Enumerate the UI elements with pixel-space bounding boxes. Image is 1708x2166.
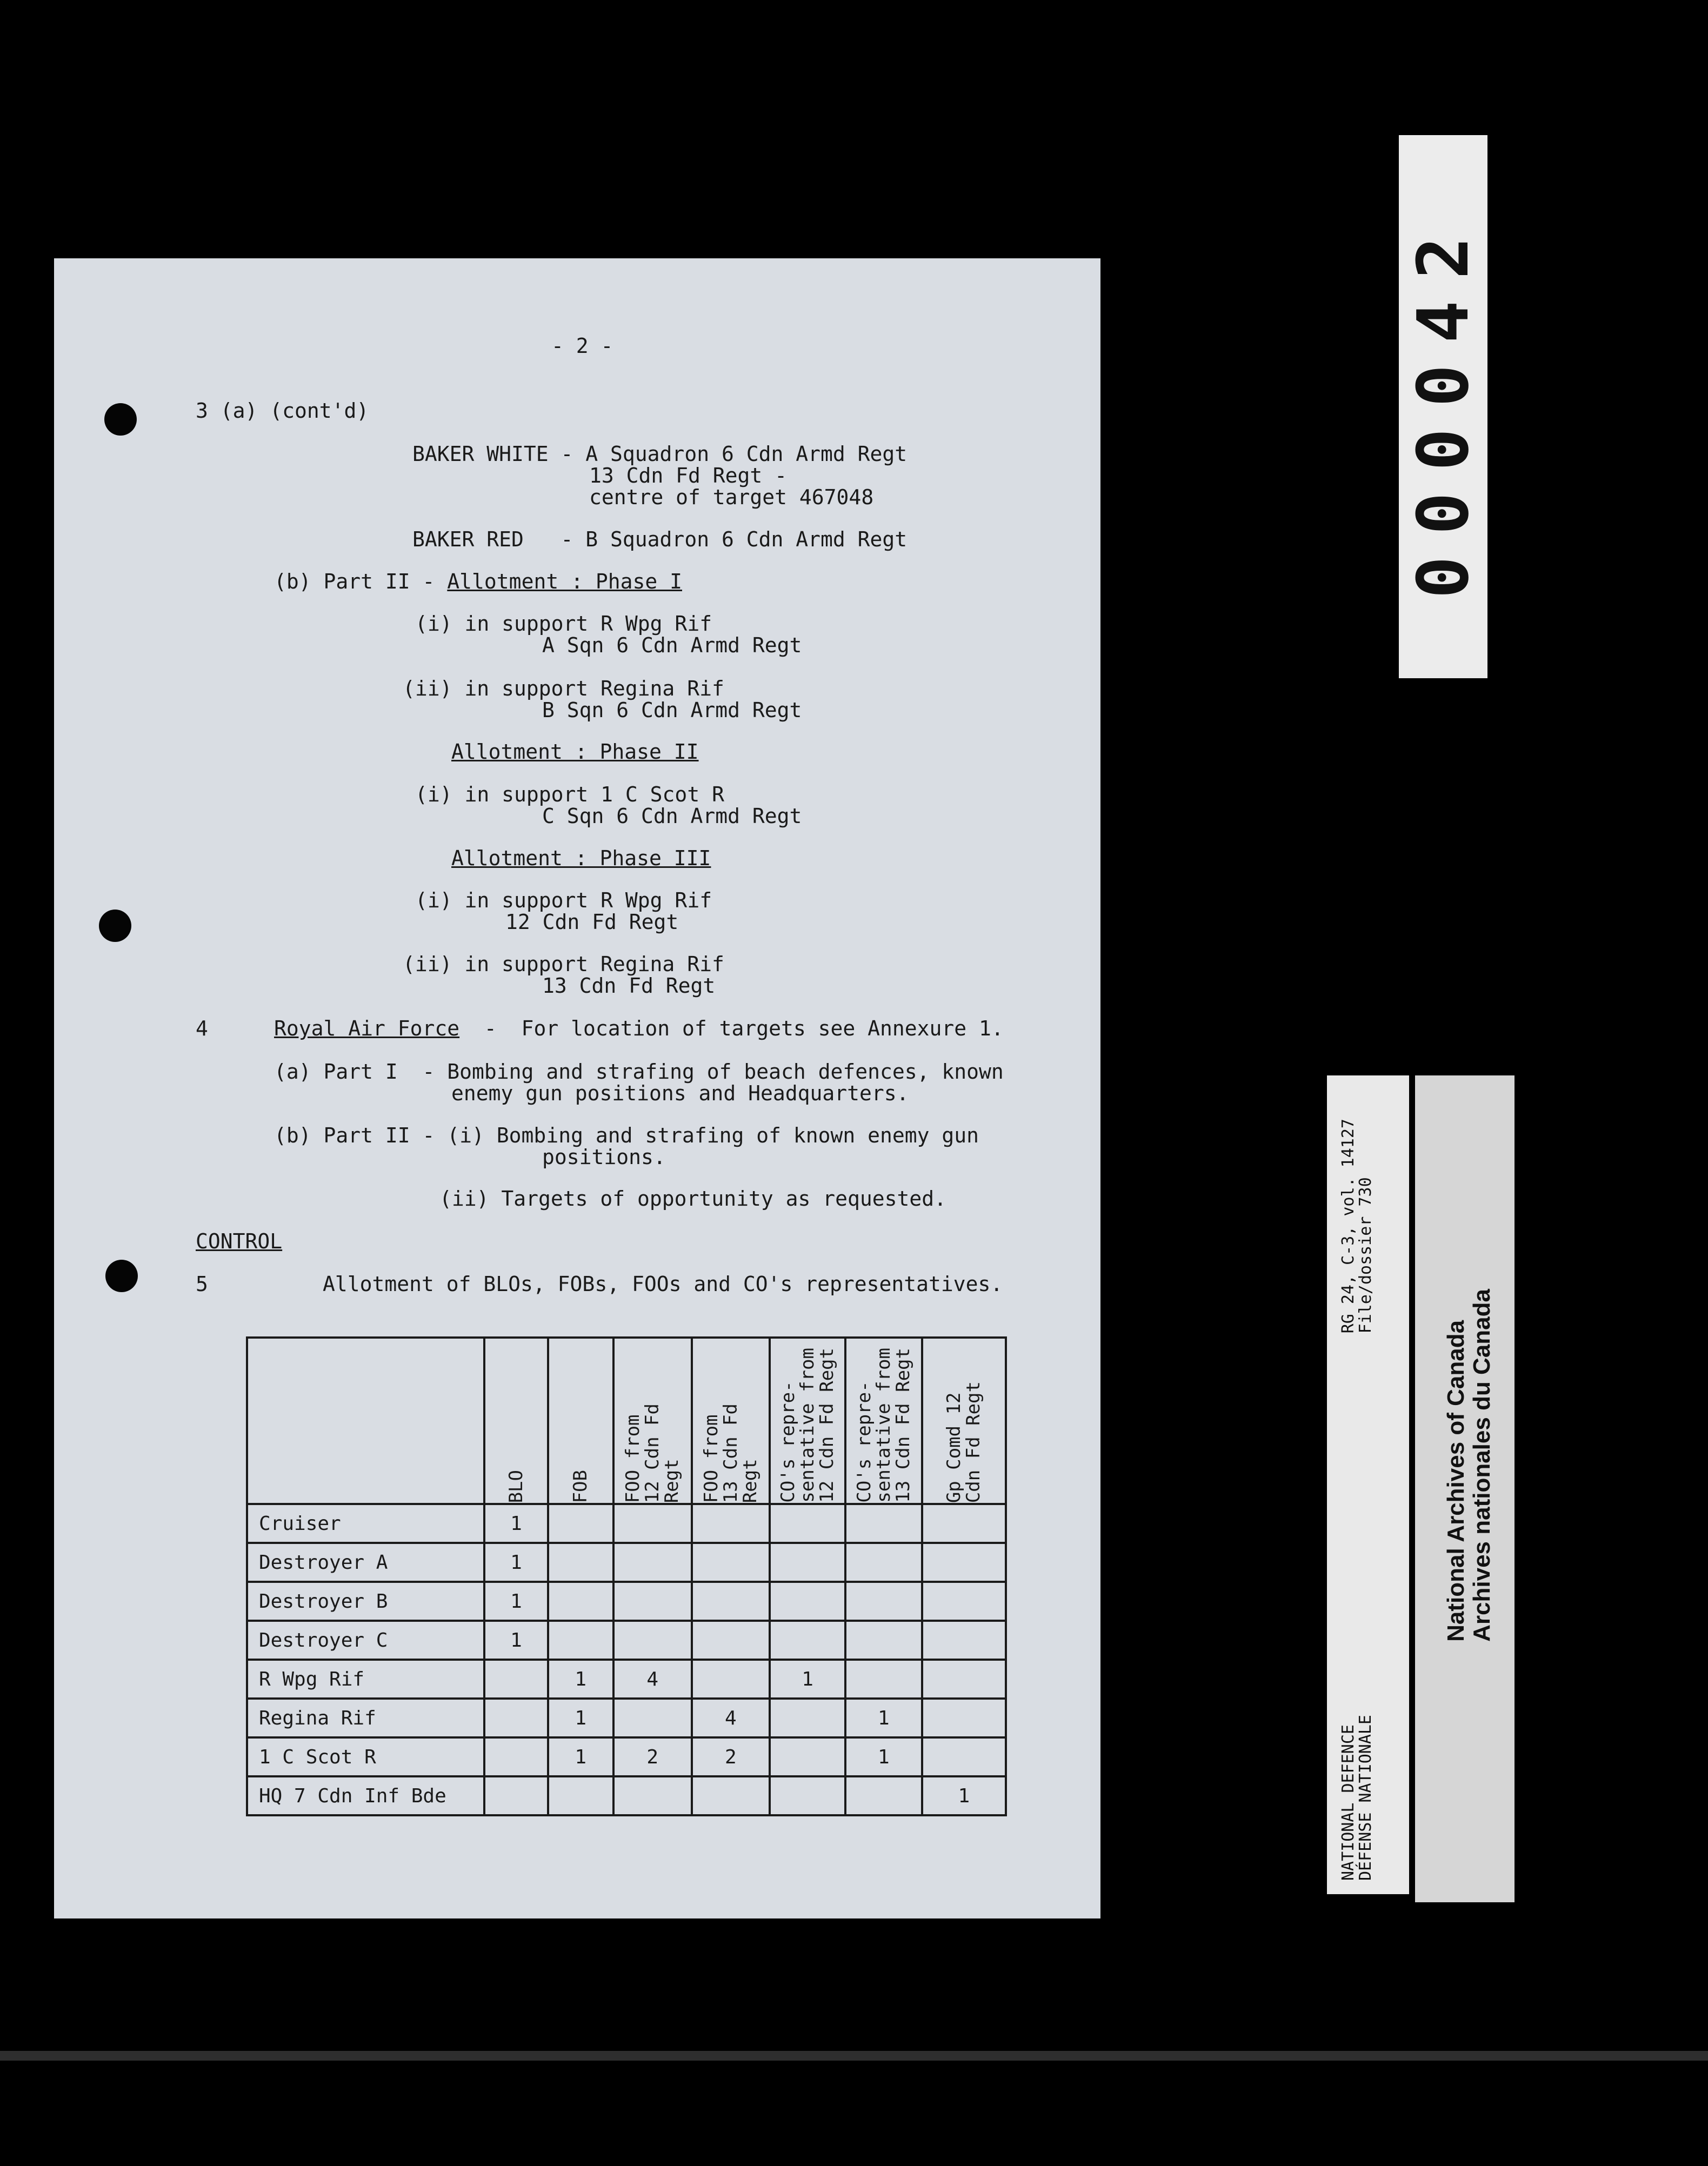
phase-ii-item-1: (i) in support 1 C Scot R [415,783,724,806]
part-ii-label: (b) Part II - [274,570,448,593]
row-label: HQ 7 Cdn Inf Bde [247,1776,484,1815]
table-cell: 4 [692,1699,770,1737]
punch-hole-top [104,403,137,436]
table-cell [770,1504,845,1543]
table-cell [922,1582,1006,1621]
table-row [247,1737,1006,1776]
table-cell [770,1543,845,1582]
table-cell: 1 [484,1543,548,1582]
row-label: Destroyer B [247,1582,484,1621]
raf-part-ii-line: (b) Part II - (i) Bombing and strafing of known enemy gun [274,1124,979,1147]
baker-white-line-3: centre of target 467048 [589,485,874,509]
baker-white-line: BAKER WHITE - A Squadron 6 Cdn Armd Regt [412,442,908,466]
table-cell [484,1660,548,1699]
defence-label-name [1340,1715,1375,1881]
table-cell [770,1776,845,1815]
archives-label-line-2: Archives nationales du Canada [1469,1289,1495,1642]
archives-label [1415,1075,1514,1902]
punch-hole-bottom [105,1260,138,1292]
table-cell: 1 [484,1621,548,1660]
table-cell: 1 [548,1737,613,1776]
section-5-text: Allotment of BLOs, FOBs, FOOs and CO's representatives. [323,1272,1003,1296]
defence-label-ref-1: RG 24, C-3, vol. 14127 [1339,1119,1358,1334]
defence-label [1327,1075,1409,1894]
table-row [247,1504,1006,1543]
table-cell [548,1621,613,1660]
table-cell [548,1776,613,1815]
table-cell: 1 [922,1776,1006,1815]
table-cell: 2 [613,1737,692,1776]
table-cell [692,1504,770,1543]
section-3a-heading: 3 (a) (cont'd) [196,399,369,423]
section-4-number: 4 [196,1017,208,1040]
part-ii-line [274,571,682,592]
table-cell [692,1582,770,1621]
defence-label-reference [1340,1119,1375,1333]
table-cell [548,1543,613,1582]
table-cell [613,1582,692,1621]
row-label: R Wpg Rif [247,1660,484,1699]
table-row [247,1776,1006,1815]
column-header: CO's repre- sentative from 12 Cdn Fd Regt [770,1338,845,1504]
table-cell: 1 [484,1582,548,1621]
baker-red-line: BAKER RED - B Squadron 6 Cdn Armd Regt [412,527,908,551]
row-label: Destroyer A [247,1543,484,1582]
phase-i-item-2: (ii) in support Regina Rif [403,677,724,700]
table-cell [692,1660,770,1699]
phase-iii-item-2: (ii) in support Regina Rif [403,952,724,976]
table-cell [845,1582,922,1621]
table-cell [845,1504,922,1543]
phase-i-item-1-unit: A Sqn 6 Cdn Armd Regt [542,633,802,657]
film-edge-strip [0,2051,1708,2061]
section-4-text: - For location of targets see Annexure 1. [459,1017,1004,1040]
table-row [247,1543,1006,1582]
defence-label-line-2: DÉFENSE NATIONALE [1356,1714,1375,1881]
table-cell [770,1737,845,1776]
row-label: Destroyer C [247,1621,484,1660]
raf-part-ii-line-2: positions. [542,1145,666,1169]
table-cell [548,1504,613,1543]
table-cell [922,1543,1006,1582]
table-cell: 1 [548,1699,613,1737]
table-cell [484,1776,548,1815]
royal-air-force-heading: Royal Air Force [274,1017,460,1040]
table-cell: 1 [484,1504,548,1543]
raf-part-i-line: (a) Part I - Bombing and strafing of beach defences, known [274,1060,1004,1084]
phase-iii-heading: Allotment : Phase III [451,846,711,870]
defence-label-line-1: NATIONAL DEFENCE [1339,1724,1358,1881]
table-cell [613,1776,692,1815]
archives-label-line-1: National Archives of Canada [1443,1320,1469,1642]
table-cell [484,1737,548,1776]
phase-i-item-2-unit: B Sqn 6 Cdn Armd Regt [542,698,802,722]
table-cell [922,1699,1006,1737]
table-cell [692,1543,770,1582]
table-corner-cell [247,1338,484,1504]
table-cell [922,1504,1006,1543]
column-header: CO's repre- sentative from 13 Cdn Fd Regt [845,1338,922,1504]
table-cell [922,1737,1006,1776]
table-cell: 1 [845,1737,922,1776]
allotment-table [246,1336,1007,1816]
table-cell [845,1660,922,1699]
raf-part-ii-item-2: (ii) Targets of opportunity as requested. [439,1187,946,1211]
table-cell [845,1543,922,1582]
table-cell [845,1776,922,1815]
row-label: Regina Rif [247,1699,484,1737]
column-header: FOB [548,1338,613,1504]
row-label: Cruiser [247,1504,484,1543]
control-heading: CONTROL [196,1229,283,1253]
table-cell [613,1699,692,1737]
table-cell: 1 [548,1660,613,1699]
phase-ii-heading: Allotment : Phase II [451,740,699,764]
table-cell [613,1621,692,1660]
table-cell [613,1543,692,1582]
table-cell: 1 [845,1699,922,1737]
column-header: Gp Comd 12 Cdn Fd Regt [922,1338,1006,1504]
table-row [247,1699,1006,1737]
table-cell: 1 [770,1660,845,1699]
table-cell [770,1621,845,1660]
table-cell [770,1699,845,1737]
table-cell [845,1621,922,1660]
column-header: BLO [484,1338,548,1504]
table-cell [692,1776,770,1815]
frame-number: 000042 [1402,215,1484,599]
table-row [247,1582,1006,1621]
table-cell: 4 [613,1660,692,1699]
phase-ii-item-1-unit: C Sqn 6 Cdn Armd Regt [542,804,802,828]
table-cell [770,1582,845,1621]
table-cell [922,1660,1006,1699]
column-header: FOO from 12 Cdn Fd Regt [613,1338,692,1504]
document-page [54,258,1100,1918]
table-cell [922,1621,1006,1660]
table-cell [613,1504,692,1543]
defence-label-ref-2: File/dossier 730 [1356,1177,1375,1334]
table-cell [692,1621,770,1660]
table-row [247,1621,1006,1660]
table-cell [548,1582,613,1621]
section-4-line [274,1018,1004,1039]
phase-iii-item-1-unit: 12 Cdn Fd Regt [505,910,679,934]
table-cell: 2 [692,1737,770,1776]
frame-number-stamp [1399,135,1487,678]
phase-iii-item-2-unit: 13 Cdn Fd Regt [542,974,716,998]
row-label: 1 C Scot R [247,1737,484,1776]
table-header-row [247,1338,1006,1504]
baker-white-line-2: 13 Cdn Fd Regt - [589,464,788,487]
phase-i-heading: Allotment : Phase I [447,570,682,593]
page-number: - 2 - [551,334,613,358]
punch-hole-middle [99,910,131,942]
phase-iii-item-1: (i) in support R Wpg Rif [415,888,712,912]
archives-label-text [1443,1289,1495,1642]
raf-part-i-line-2: enemy gun positions and Headquarters. [451,1081,909,1105]
table-row [247,1660,1006,1699]
table-cell [484,1699,548,1737]
phase-i-item-1: (i) in support R Wpg Rif [415,612,712,636]
section-5-number: 5 [196,1272,208,1296]
column-header: FOO from 13 Cdn Fd Regt [692,1338,770,1504]
